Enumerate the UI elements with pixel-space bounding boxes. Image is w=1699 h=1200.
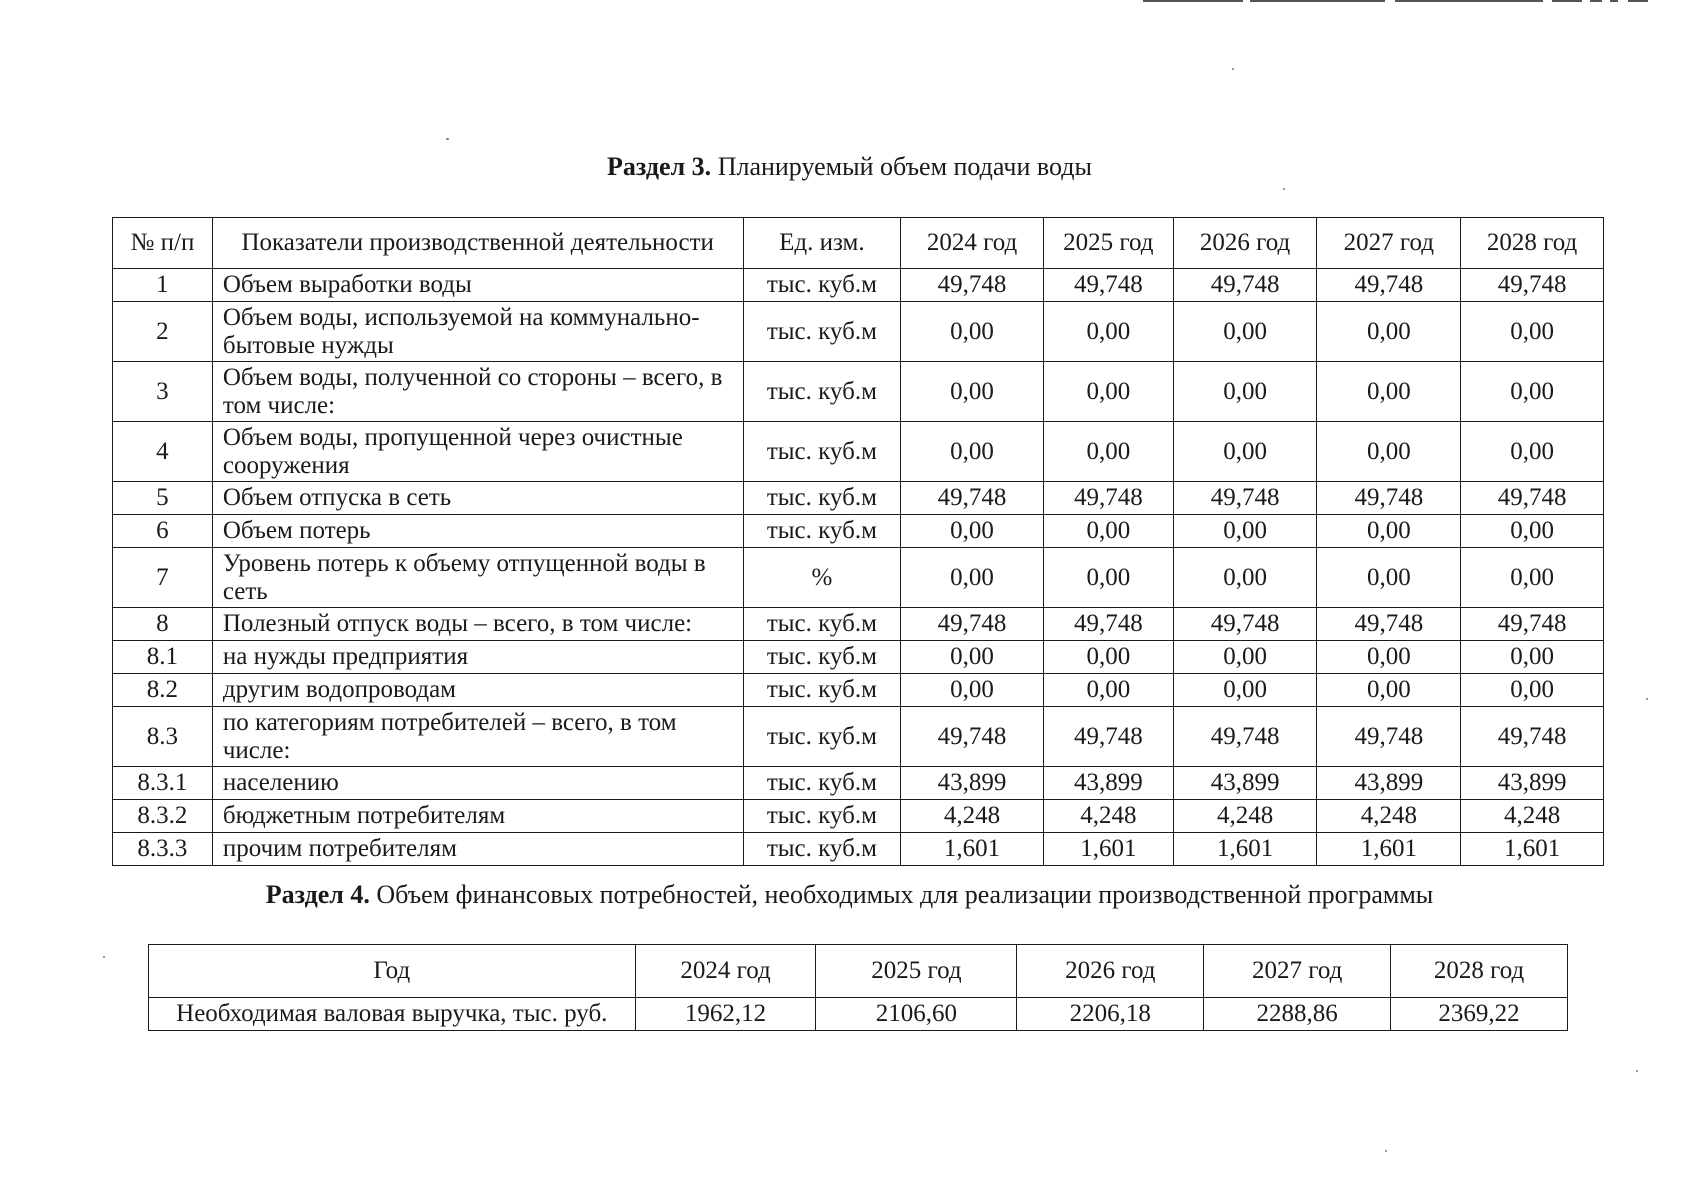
value-cell: 0,00: [901, 422, 1044, 482]
value-cell: 49,748: [1043, 707, 1173, 767]
value-cell: 0,00: [1043, 422, 1173, 482]
value-cell: 0,00: [1461, 515, 1604, 548]
value-cell: 49,748: [1461, 608, 1604, 641]
column-header: 2028 год: [1461, 218, 1604, 269]
value-cell: 43,899: [1317, 767, 1461, 800]
column-header: Показатели производственной деятельности: [212, 218, 743, 269]
unit-cell: тыс. куб.м: [743, 422, 901, 482]
indicator-cell: Объем отпуска в сеть: [212, 482, 743, 515]
revenue-label-cell: Необходимая валовая выручка, тыс. руб.: [149, 998, 636, 1031]
value-cell: 43,899: [1043, 767, 1173, 800]
value-cell: 0,00: [1461, 548, 1604, 608]
indicator-cell: Полезный отпуск воды – всего, в том числе:: [212, 608, 743, 641]
column-header: 2024 год: [901, 218, 1044, 269]
unit-cell: тыс. куб.м: [743, 707, 901, 767]
value-cell: 49,748: [1317, 482, 1461, 515]
value-cell: 2288,86: [1204, 998, 1391, 1031]
value-cell: 49,748: [1173, 269, 1317, 302]
row-number-cell: 8.1: [113, 641, 213, 674]
value-cell: 49,748: [1043, 608, 1173, 641]
value-cell: 0,00: [1043, 641, 1173, 674]
value-cell: 49,748: [1043, 269, 1173, 302]
table-row: [113, 548, 1604, 608]
column-header: 2026 год: [1017, 945, 1204, 998]
unit-cell: тыс. куб.м: [743, 362, 901, 422]
value-cell: 0,00: [1461, 362, 1604, 422]
column-header: № п/п: [113, 218, 213, 269]
table-row: [113, 641, 1604, 674]
value-cell: 0,00: [1173, 641, 1317, 674]
value-cell: 0,00: [1043, 674, 1173, 707]
indicator-cell: Уровень потерь к объему отпущенной воды в сеть: [212, 548, 743, 608]
value-cell: 4,248: [1043, 800, 1173, 833]
value-cell: 0,00: [1317, 302, 1461, 362]
value-cell: 0,00: [1317, 641, 1461, 674]
indicator-cell: бюджетным потребителям: [212, 800, 743, 833]
unit-cell: тыс. куб.м: [743, 833, 901, 866]
value-cell: 49,748: [1173, 608, 1317, 641]
section-4-title: [0, 880, 1699, 910]
value-cell: 49,748: [1173, 707, 1317, 767]
section-3-label: Раздел 3.: [607, 152, 712, 181]
table-row: [113, 767, 1604, 800]
row-number-cell: 7: [113, 548, 213, 608]
row-number-cell: 5: [113, 482, 213, 515]
value-cell: 0,00: [1317, 422, 1461, 482]
row-number-cell: 2: [113, 302, 213, 362]
scan-speck: [1283, 188, 1285, 190]
value-cell: 2206,18: [1017, 998, 1204, 1031]
section-4-label: Раздел 4.: [265, 880, 370, 909]
section-3-heading: Планируемый объем подачи воды: [717, 152, 1092, 181]
table-row: [113, 362, 1604, 422]
unit-cell: тыс. куб.м: [743, 269, 901, 302]
value-cell: 4,248: [1461, 800, 1604, 833]
table-row: [113, 707, 1604, 767]
indicator-cell: Объем воды, пропущенной через очистные сооружения: [212, 422, 743, 482]
value-cell: 43,899: [1461, 767, 1604, 800]
table-row: [113, 833, 1604, 866]
value-cell: 0,00: [1173, 515, 1317, 548]
column-header: 2025 год: [816, 945, 1017, 998]
value-cell: 1962,12: [635, 998, 816, 1031]
table-row: [113, 269, 1604, 302]
scan-artifact: [1628, 0, 1648, 2]
value-cell: 0,00: [901, 674, 1044, 707]
value-cell: 1,601: [1043, 833, 1173, 866]
column-header: 2026 год: [1173, 218, 1317, 269]
row-number-cell: 8.3.3: [113, 833, 213, 866]
value-cell: 0,00: [1461, 422, 1604, 482]
indicator-cell: Объем воды, полученной со стороны – всего, в том числе:: [212, 362, 743, 422]
row-number-cell: 8: [113, 608, 213, 641]
value-cell: 0,00: [1043, 302, 1173, 362]
value-cell: 49,748: [1043, 482, 1173, 515]
unit-cell: тыс. куб.м: [743, 302, 901, 362]
unit-cell: тыс. куб.м: [743, 515, 901, 548]
value-cell: 0,00: [901, 515, 1044, 548]
row-number-cell: 3: [113, 362, 213, 422]
table-header-row: [149, 945, 1568, 998]
value-cell: 49,748: [1461, 707, 1604, 767]
value-cell: 2369,22: [1391, 998, 1568, 1031]
value-cell: 1,601: [1173, 833, 1317, 866]
value-cell: 0,00: [1173, 422, 1317, 482]
value-cell: 4,248: [901, 800, 1044, 833]
unit-cell: тыс. куб.м: [743, 641, 901, 674]
value-cell: 0,00: [1043, 515, 1173, 548]
column-header: 2027 год: [1204, 945, 1391, 998]
value-cell: 43,899: [901, 767, 1044, 800]
row-number-cell: 8.2: [113, 674, 213, 707]
scan-speck: [1636, 1070, 1638, 1072]
table-row: [113, 482, 1604, 515]
value-cell: 49,748: [1317, 707, 1461, 767]
column-header: 2025 год: [1043, 218, 1173, 269]
unit-cell: тыс. куб.м: [743, 482, 901, 515]
value-cell: 0,00: [1461, 302, 1604, 362]
indicator-cell: Объем воды, используемой на коммунально-бытовые нужды: [212, 302, 743, 362]
value-cell: 49,748: [1317, 608, 1461, 641]
scan-artifact: [1610, 0, 1618, 2]
value-cell: 0,00: [901, 302, 1044, 362]
unit-cell: тыс. куб.м: [743, 674, 901, 707]
value-cell: 0,00: [901, 548, 1044, 608]
value-cell: 1,601: [1461, 833, 1604, 866]
row-number-cell: 6: [113, 515, 213, 548]
indicator-cell: прочим потребителям: [212, 833, 743, 866]
value-cell: 49,748: [901, 608, 1044, 641]
unit-cell: %: [743, 548, 901, 608]
row-number-cell: 1: [113, 269, 213, 302]
value-cell: 0,00: [1317, 515, 1461, 548]
column-header: 2027 год: [1317, 218, 1461, 269]
section-4-heading: Объем финансовых потребностей, необходимых для реализации производственной программы: [376, 880, 1434, 909]
column-header: 2024 год: [635, 945, 816, 998]
row-number-cell: 8.3.2: [113, 800, 213, 833]
value-cell: 0,00: [1173, 362, 1317, 422]
table-row: [113, 674, 1604, 707]
scan-speck: [103, 956, 105, 958]
value-cell: 49,748: [1461, 482, 1604, 515]
value-cell: 0,00: [1461, 641, 1604, 674]
scan-artifact: [1552, 0, 1582, 2]
table-header-row: [113, 218, 1604, 269]
unit-cell: тыс. куб.м: [743, 767, 901, 800]
financial-needs-table: [148, 944, 1568, 1031]
value-cell: 49,748: [1173, 482, 1317, 515]
scan-artifact: [1143, 0, 1243, 2]
table-row: [113, 608, 1604, 641]
value-cell: 2106,60: [816, 998, 1017, 1031]
water-supply-table: [112, 217, 1604, 866]
table-row: [113, 515, 1604, 548]
scan-speck: [1646, 698, 1648, 700]
unit-cell: тыс. куб.м: [743, 800, 901, 833]
column-header: Год: [149, 945, 636, 998]
table-row: [113, 422, 1604, 482]
value-cell: 4,248: [1173, 800, 1317, 833]
column-header: Ед. изм.: [743, 218, 901, 269]
value-cell: 49,748: [901, 269, 1044, 302]
value-cell: 0,00: [1173, 302, 1317, 362]
indicator-cell: другим водопроводам: [212, 674, 743, 707]
indicator-cell: Объем потерь: [212, 515, 743, 548]
value-cell: 0,00: [1043, 548, 1173, 608]
value-cell: 0,00: [1317, 674, 1461, 707]
value-cell: 0,00: [1317, 548, 1461, 608]
unit-cell: тыс. куб.м: [743, 608, 901, 641]
indicator-cell: по категориям потребителей – всего, в том числе:: [212, 707, 743, 767]
section-3-title: [0, 152, 1699, 182]
table-row: [149, 998, 1568, 1031]
value-cell: 49,748: [1317, 269, 1461, 302]
row-number-cell: 4: [113, 422, 213, 482]
column-header: 2028 год: [1391, 945, 1568, 998]
scan-speck: [1232, 68, 1234, 70]
scan-speck: [446, 138, 449, 140]
scan-artifact: [1250, 0, 1385, 2]
value-cell: 1,601: [901, 833, 1044, 866]
value-cell: 0,00: [1317, 362, 1461, 422]
value-cell: 0,00: [1173, 674, 1317, 707]
indicator-cell: на нужды предприятия: [212, 641, 743, 674]
table-row: [113, 800, 1604, 833]
indicator-cell: Объем выработки воды: [212, 269, 743, 302]
value-cell: 4,248: [1317, 800, 1461, 833]
row-number-cell: 8.3.1: [113, 767, 213, 800]
value-cell: 0,00: [901, 641, 1044, 674]
value-cell: 0,00: [1173, 548, 1317, 608]
value-cell: 0,00: [1043, 362, 1173, 422]
value-cell: 49,748: [1461, 269, 1604, 302]
scan-artifact: [1590, 0, 1602, 2]
table-row: [113, 302, 1604, 362]
indicator-cell: населению: [212, 767, 743, 800]
value-cell: 43,899: [1173, 767, 1317, 800]
scan-speck: [1385, 1150, 1387, 1152]
value-cell: 1,601: [1317, 833, 1461, 866]
value-cell: 0,00: [1461, 674, 1604, 707]
row-number-cell: 8.3: [113, 707, 213, 767]
scan-artifact: [1395, 0, 1543, 2]
value-cell: 0,00: [901, 362, 1044, 422]
value-cell: 49,748: [901, 482, 1044, 515]
value-cell: 49,748: [901, 707, 1044, 767]
